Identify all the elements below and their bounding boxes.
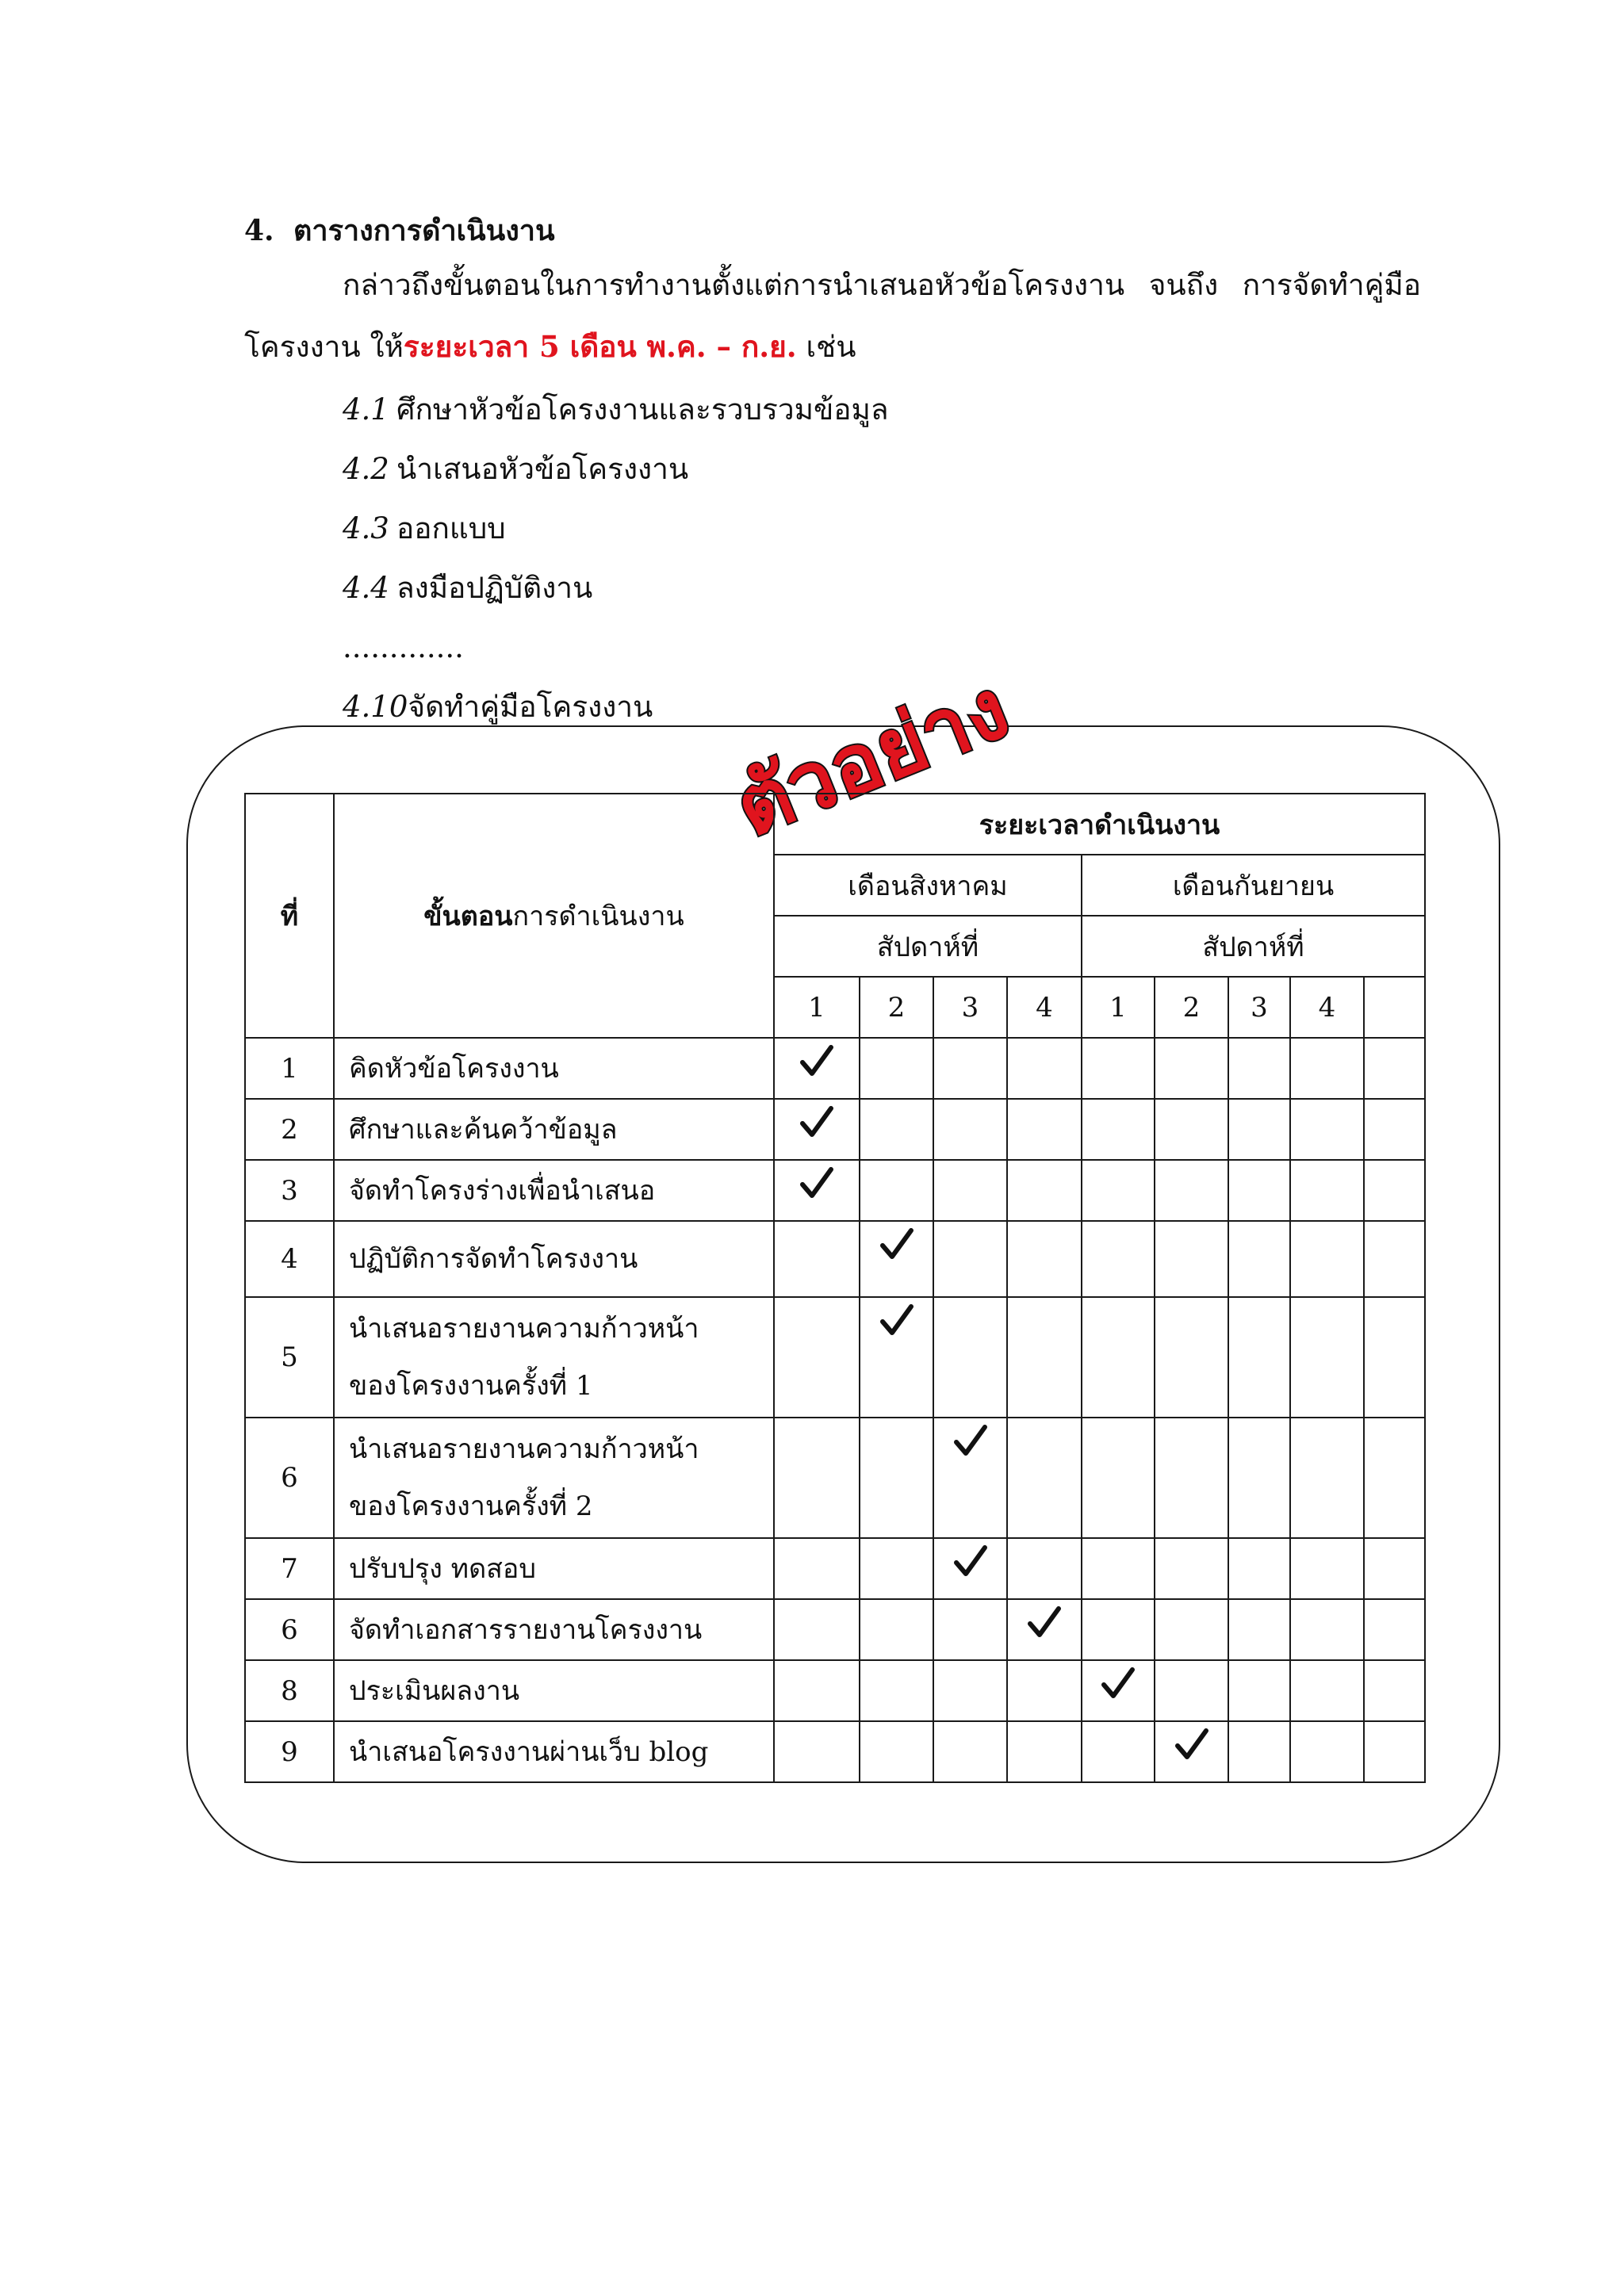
checkmark-icon — [953, 1544, 988, 1578]
header-week-number — [1364, 977, 1425, 1038]
week-cell — [1290, 1721, 1364, 1782]
week-cell — [933, 1221, 1007, 1297]
week-cell — [1155, 1538, 1228, 1599]
week-cell — [1228, 1099, 1290, 1160]
week-cell — [1364, 1038, 1425, 1099]
week-cell — [1007, 1721, 1082, 1782]
week-cell — [1007, 1660, 1082, 1721]
week-cell — [1155, 1660, 1228, 1721]
week-cell — [1364, 1538, 1425, 1599]
intro-line-1-part-2: จนถึง — [1148, 268, 1219, 302]
week-cell — [1364, 1721, 1425, 1782]
step-number: 4.1 — [343, 392, 389, 427]
week-cell — [774, 1297, 860, 1418]
week-cell — [774, 1038, 860, 1099]
header-week-number: 2 — [1155, 977, 1228, 1038]
header-week-number: 3 — [933, 977, 1007, 1038]
step-number: 4.10 — [343, 690, 408, 724]
week-cell — [1290, 1099, 1364, 1160]
step-number: 4.4 — [343, 571, 389, 605]
header-week-label-1: สัปดาห์ที่ — [774, 916, 1082, 977]
week-cell — [1082, 1538, 1155, 1599]
section-title: ตารางการดำเนินงาน — [293, 214, 555, 247]
week-cell — [1082, 1721, 1155, 1782]
row-step-line: ของโครงงานครั้งที่ 2 — [349, 1490, 593, 1522]
week-cell — [860, 1538, 933, 1599]
week-cell — [1155, 1418, 1228, 1538]
week-cell — [1155, 1599, 1228, 1660]
week-cell — [860, 1599, 933, 1660]
table-row — [245, 1038, 1425, 1099]
week-cell — [1364, 1418, 1425, 1538]
week-cell — [1290, 1660, 1364, 1721]
row-step-line: คิดหัวข้อโครงงาน — [349, 1052, 559, 1085]
section-number: 4. — [244, 214, 274, 247]
week-cell — [1007, 1099, 1082, 1160]
row-number: 7 — [245, 1538, 334, 1599]
week-cell — [1290, 1221, 1364, 1297]
week-cell — [1364, 1099, 1425, 1160]
week-cell — [1228, 1660, 1290, 1721]
intro-line-1 — [343, 262, 1421, 308]
header-no: ที่ — [245, 794, 334, 1038]
week-cell — [1364, 1297, 1425, 1418]
week-cell — [774, 1660, 860, 1721]
row-step — [334, 1660, 774, 1721]
row-step — [334, 1160, 774, 1221]
week-cell — [1007, 1160, 1082, 1221]
checkmark-icon — [799, 1104, 834, 1139]
week-cell — [1228, 1538, 1290, 1599]
table-row — [245, 1099, 1425, 1160]
intro-line-2-suffix: เช่น — [796, 330, 856, 364]
header-step-bold: ขั้นตอน — [423, 901, 513, 932]
row-step-line: ศึกษาและค้นคว้าข้อมูล — [349, 1113, 618, 1146]
row-step — [334, 1599, 774, 1660]
step-number: 4.2 — [343, 452, 389, 486]
checkmark-icon — [1174, 1727, 1209, 1762]
row-number: 8 — [245, 1660, 334, 1721]
week-cell — [1228, 1038, 1290, 1099]
week-cell — [1228, 1297, 1290, 1418]
header-month-september: เดือนกันยายน — [1082, 855, 1425, 916]
row-number: 9 — [245, 1721, 334, 1782]
week-cell — [1364, 1660, 1425, 1721]
header-week-number: 4 — [1007, 977, 1082, 1038]
step-text: นำเสนอหัวข้อโครงงาน — [396, 452, 689, 486]
row-number: 4 — [245, 1221, 334, 1297]
table-row — [245, 1418, 1425, 1538]
table-row — [245, 1538, 1425, 1599]
week-cell — [933, 1721, 1007, 1782]
week-cell — [1228, 1160, 1290, 1221]
row-step-line: ปรับปรุง ทดสอบ — [349, 1552, 536, 1585]
header-week-number: 1 — [774, 977, 860, 1038]
week-cell — [1155, 1221, 1228, 1297]
row-step-line: ปฏิบัติการจัดทำโครงงาน — [349, 1243, 638, 1275]
week-cell — [860, 1221, 933, 1297]
week-cell — [1007, 1538, 1082, 1599]
header-step-rest: การดำเนินงาน — [512, 901, 684, 932]
week-cell — [933, 1538, 1007, 1599]
week-cell — [1082, 1160, 1155, 1221]
table-row — [245, 1599, 1425, 1660]
week-cell — [1290, 1538, 1364, 1599]
step-text: จัดทำคู่มือโครงงาน — [408, 690, 653, 724]
week-cell — [1007, 1297, 1082, 1418]
week-cell — [1290, 1038, 1364, 1099]
week-cell — [860, 1038, 933, 1099]
table-row — [245, 1221, 1425, 1297]
week-cell — [860, 1660, 933, 1721]
week-cell — [1155, 1099, 1228, 1160]
row-step — [334, 1038, 774, 1099]
week-cell — [1082, 1221, 1155, 1297]
row-step-line: จัดทำเอกสารรายงานโครงงาน — [349, 1613, 703, 1646]
week-cell — [1082, 1599, 1155, 1660]
header-step — [334, 794, 774, 1038]
row-step — [334, 1099, 774, 1160]
table-row — [245, 1721, 1425, 1782]
row-step-line: นำเสนอรายงานความก้าวหน้า — [349, 1433, 699, 1465]
checkmark-icon — [879, 1226, 914, 1261]
checkmark-icon — [799, 1165, 834, 1200]
week-cell — [1228, 1599, 1290, 1660]
week-cell — [1155, 1038, 1228, 1099]
week-cell — [860, 1297, 933, 1418]
week-cell — [1007, 1038, 1082, 1099]
row-step-line: ประเมินผลงาน — [349, 1674, 520, 1707]
header-week-number: 4 — [1290, 977, 1364, 1038]
week-cell — [774, 1418, 860, 1538]
row-step — [334, 1297, 774, 1418]
week-cell — [933, 1418, 1007, 1538]
week-cell — [860, 1099, 933, 1160]
row-number: 1 — [245, 1038, 334, 1099]
week-cell — [860, 1721, 933, 1782]
checkmark-icon — [1027, 1605, 1062, 1640]
header-week-number: 1 — [1082, 977, 1155, 1038]
week-cell — [1228, 1221, 1290, 1297]
week-cell — [1364, 1599, 1425, 1660]
week-cell — [1082, 1038, 1155, 1099]
step-item — [343, 504, 889, 564]
section-heading — [244, 208, 555, 253]
header-period: ระยะเวลาดำเนินงาน — [774, 794, 1425, 855]
step-number: 4.3 — [343, 511, 389, 545]
row-step-line: ของโครงงานครั้งที่ 1 — [349, 1370, 593, 1402]
week-cell — [1007, 1418, 1082, 1538]
week-cell — [1007, 1599, 1082, 1660]
checkmark-icon — [799, 1043, 834, 1078]
header-week-number: 3 — [1228, 977, 1290, 1038]
intro-line-2-prefix: โครงงาน ให้ — [244, 330, 404, 364]
week-cell — [860, 1418, 933, 1538]
row-number: 5 — [245, 1297, 334, 1418]
step-item — [343, 445, 889, 504]
row-step — [334, 1221, 774, 1297]
row-number: 6 — [245, 1599, 334, 1660]
week-cell — [1290, 1418, 1364, 1538]
checkmark-icon — [953, 1423, 988, 1458]
checkmark-icon — [879, 1303, 914, 1337]
week-cell — [774, 1599, 860, 1660]
week-cell — [774, 1721, 860, 1782]
step-item — [343, 385, 889, 445]
row-step — [334, 1721, 774, 1782]
step-text: ออกแบบ — [396, 511, 506, 545]
row-step — [334, 1418, 774, 1538]
row-step-line: จัดทำโครงร่างเพื่อนำเสนอ — [349, 1174, 656, 1207]
week-cell — [933, 1038, 1007, 1099]
row-step — [334, 1538, 774, 1599]
week-cell — [1007, 1221, 1082, 1297]
row-number: 3 — [245, 1160, 334, 1221]
week-cell — [933, 1297, 1007, 1418]
week-cell — [933, 1099, 1007, 1160]
week-cell — [933, 1660, 1007, 1721]
header-month-august: เดือนสิงหาคม — [774, 855, 1082, 916]
intro-duration-emphasis: ระยะเวลา 5 เดือน พ.ค. – ก.ย. — [403, 329, 797, 364]
step-text: ............. — [343, 630, 464, 664]
week-cell — [1082, 1099, 1155, 1160]
week-cell — [774, 1221, 860, 1297]
intro-line-1-part-1: กล่าวถึงขั้นตอนในการทำงานตั้งแต่การนำเสนอหัวข้อโครงงาน — [343, 268, 1125, 302]
week-cell — [774, 1160, 860, 1221]
week-cell — [1228, 1721, 1290, 1782]
table-row — [245, 1160, 1425, 1221]
week-cell — [1155, 1297, 1228, 1418]
week-cell — [1082, 1660, 1155, 1721]
table-row — [245, 1660, 1425, 1721]
row-step-line: นำเสนอรายงานความก้าวหน้า — [349, 1313, 699, 1345]
stamp-text: ตัวอย่าง — [722, 659, 1022, 856]
week-cell — [1155, 1160, 1228, 1221]
table-row — [245, 1297, 1425, 1418]
week-cell — [933, 1599, 1007, 1660]
week-cell — [1364, 1221, 1425, 1297]
row-step-line: นำเสนอโครงงานผ่านเว็บ blog — [349, 1735, 709, 1768]
intro-line-1-part-3: การจัดทำคู่มือ — [1242, 268, 1421, 302]
step-item — [343, 564, 889, 623]
week-cell — [1290, 1599, 1364, 1660]
week-cell — [1155, 1721, 1228, 1782]
week-cell — [860, 1160, 933, 1221]
header-week-label-2: สัปดาห์ที่ — [1082, 916, 1425, 977]
step-text: ศึกษาหัวข้อโครงงานและรวบรวมข้อมูล — [396, 392, 889, 427]
row-number: 6 — [245, 1418, 334, 1538]
step-text: ลงมือปฏิบัติงาน — [396, 571, 593, 605]
week-cell — [933, 1160, 1007, 1221]
week-cell — [774, 1538, 860, 1599]
week-cell — [1082, 1418, 1155, 1538]
week-cell — [774, 1099, 860, 1160]
header-week-number: 2 — [860, 977, 933, 1038]
week-cell — [1364, 1160, 1425, 1221]
schedule-table — [244, 793, 1426, 1783]
checkmark-icon — [1101, 1666, 1136, 1701]
week-cell — [1082, 1297, 1155, 1418]
intro-line-2 — [244, 323, 856, 370]
week-cell — [1290, 1297, 1364, 1418]
week-cell — [1290, 1160, 1364, 1221]
row-number: 2 — [245, 1099, 334, 1160]
week-cell — [1228, 1418, 1290, 1538]
